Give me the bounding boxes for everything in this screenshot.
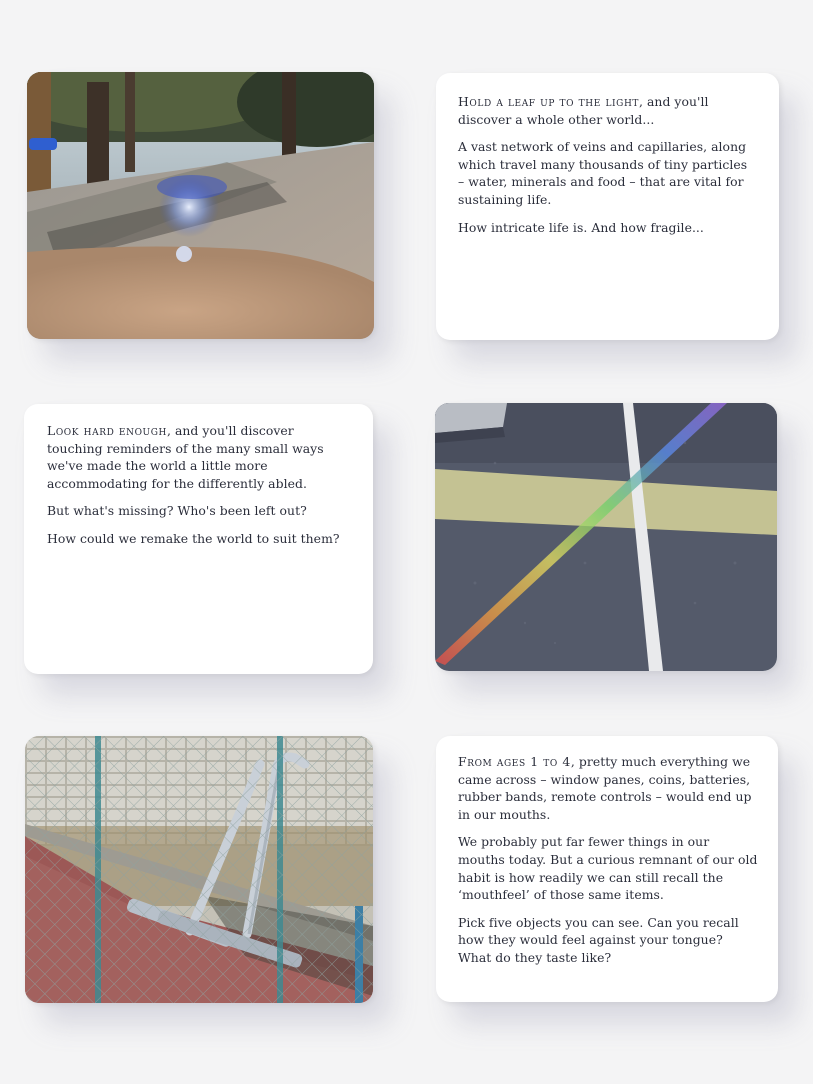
photo-card-fence xyxy=(25,736,373,1003)
ages-paragraph-2: We probably put far fewer things in our mouths today. But a curious remnant of our old habit is how readily we can still recall the ‘mouthfeel’ of those same items. xyxy=(458,834,758,903)
text-card-ages xyxy=(436,736,778,1002)
look-paragraph-1 xyxy=(47,422,349,492)
rainbow-tarmac-photo xyxy=(435,403,777,671)
leaf-lead-rest: , and you'll discover a whole other world... xyxy=(458,94,709,127)
photo-card-rainbow xyxy=(435,403,777,671)
text-card-look xyxy=(24,404,373,674)
photo-card-street-lens xyxy=(27,72,374,339)
ages-paragraph-1 xyxy=(458,753,758,823)
ages-lead-rest: , pretty much everything we came across – window panes, coins, batteries, rubber bands, remote controls – would end up in our mouths. xyxy=(458,754,752,822)
leaf-paragraph-3: How intricate life is. And how fragile... xyxy=(458,219,704,235)
look-lead: Look hard enough xyxy=(47,423,167,438)
leaf-paragraph-2: A vast network of veins and capillaries, along which travel many thousands of tiny particles – water, minerals and food – that are vital for sustaining life. xyxy=(458,139,748,207)
text-card-leaf xyxy=(436,73,779,340)
street-lens-photo xyxy=(27,72,374,339)
leaf-paragraph-1 xyxy=(458,93,757,128)
leaf-lead: Hold a leaf up to the light xyxy=(458,94,640,109)
look-paragraph-2: But what's missing? Who's been left out? xyxy=(47,503,307,519)
look-paragraph-3: How could we remake the world to suit them? xyxy=(47,530,340,546)
fence-frame-photo xyxy=(25,736,373,1003)
ages-paragraph-3: Pick five objects you can see. Can you recall how they would feel against your tongue? What do they taste like? xyxy=(458,914,739,965)
ages-lead: From ages 1 to 4 xyxy=(458,754,571,769)
look-lead-rest: , and you'll discover touching reminders of the many small ways we've made the world a little more accommodating for the differently abled. xyxy=(47,423,324,491)
